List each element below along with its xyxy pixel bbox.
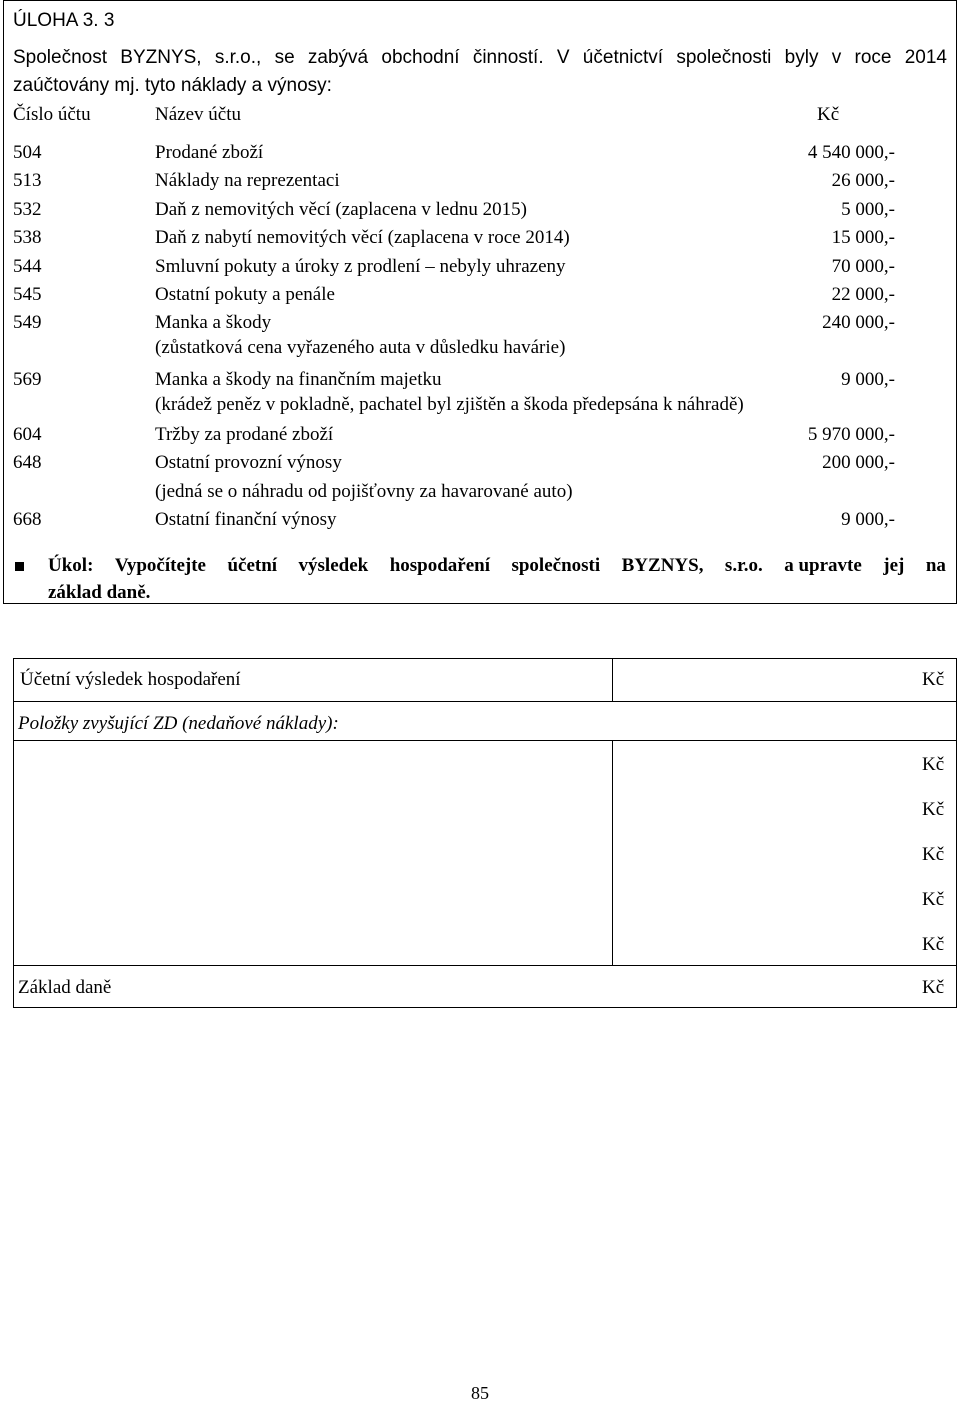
header-currency: Kč [817,104,840,125]
account-amount: 15 000,- [831,227,895,248]
result-label: Účetní výsledek hospodaření [20,669,241,690]
exercise-title: ÚLOHA 3. 3 [13,10,115,31]
task-word: na [925,555,946,576]
result-unit: Kč [922,669,945,690]
account-code: 549 [13,312,42,333]
account-name: Ostatní pokuty a penále [155,284,335,305]
account-name: Náklady na reprezentaci [155,170,340,191]
square-bullet-icon [15,562,24,571]
account-name: Manka a škody [155,312,272,333]
item-unit: Kč [922,844,945,865]
task-word: s.r.o. [724,555,763,576]
header-account-name: Název účtu [155,104,241,125]
account-name: Tržby za prodané zboží [155,424,334,445]
item-unit: Kč [922,889,945,910]
account-code: 604 [13,424,42,445]
account-name: Daň z nemovitých věcí (zaplacena v lednu 2015) [155,199,527,220]
form-divider-horizontal [13,701,957,702]
account-name: Daň z nabytí nemovitých věcí (zaplacena v roce 2014) [155,227,570,248]
form-divider-horizontal [13,965,957,966]
account-note: (zůstatková cena vyřazeného auta v důsledku havárie) [155,337,566,358]
account-code: 513 [13,170,42,191]
task-word: BYZNYS, [621,555,704,576]
task-word: účetní [227,555,278,576]
account-code: 668 [13,509,42,530]
account-amount: 4 540 000,- [807,142,895,163]
account-amount: 200 000,- [822,452,895,473]
account-amount: 22 000,- [831,284,895,305]
account-amount: 70 000,- [831,256,895,277]
tax-base-label: Základ daně [18,977,112,998]
form-divider-vertical [612,740,613,966]
task-line-1 [48,556,946,575]
account-name: Smluvní pokuty a úroky z prodlení – nebyly uhrazeny [155,256,566,277]
account-code: 544 [13,256,42,277]
account-name: Manka a škody na finančním majetku [155,369,442,390]
tax-base-unit: Kč [922,977,945,998]
account-amount: 26 000,- [831,170,895,191]
account-code: 648 [13,452,42,473]
account-amount: 5 000,- [841,199,895,220]
task-word: a upravte [784,555,862,576]
account-amount: 5 970 000,- [807,424,895,445]
account-code: 569 [13,369,42,390]
item-input-area[interactable] [15,742,610,964]
intro-line-2: zaúčtovány mj. tyto náklady a výnosy: [13,75,332,96]
account-code: 532 [13,199,42,220]
account-code: 504 [13,142,42,163]
task-line-2: základ daně. [48,582,151,603]
account-code: 538 [13,227,42,248]
account-amount: 9 000,- [841,369,895,390]
items-label: Položky zvyšující ZD (nedaňové náklady): [18,713,339,734]
task-word: Úkol: [48,555,94,576]
header-account-number: Číslo účtu [13,104,91,125]
account-note: (jedná se o náhradu od pojišťovny za havarované auto) [155,481,573,502]
account-name: Prodané zboží [155,142,264,163]
account-note: (krádež peněz v pokladně, pachatel byl zjištěn a škoda předepsána k náhradě) [155,394,744,415]
form-divider-vertical [612,658,613,702]
account-name: Ostatní provozní výnosy [155,452,342,473]
tax-base-input-area[interactable] [614,967,914,1006]
account-code: 545 [13,284,42,305]
intro-line-1: Společnost BYZNYS, s.r.o., se zabývá obchodní činností. V účetnictví společnosti byly v roce 2014 [13,47,947,68]
task-word: Vypočítejte [114,555,206,576]
item-unit: Kč [922,754,945,775]
task-word: hospodaření [389,555,490,576]
page-number: 85 [471,1383,489,1403]
task-word: společnosti [511,555,601,576]
item-amount-area[interactable] [614,742,914,964]
task-word: jej [883,555,905,576]
form-divider-horizontal [13,740,957,741]
item-unit: Kč [922,799,945,820]
task-word: výsledek [298,555,369,576]
account-name: Ostatní finanční výnosy [155,509,337,530]
item-unit: Kč [922,934,945,955]
account-amount: 9 000,- [841,509,895,530]
result-input-area[interactable] [614,660,914,700]
account-amount: 240 000,- [822,312,895,333]
